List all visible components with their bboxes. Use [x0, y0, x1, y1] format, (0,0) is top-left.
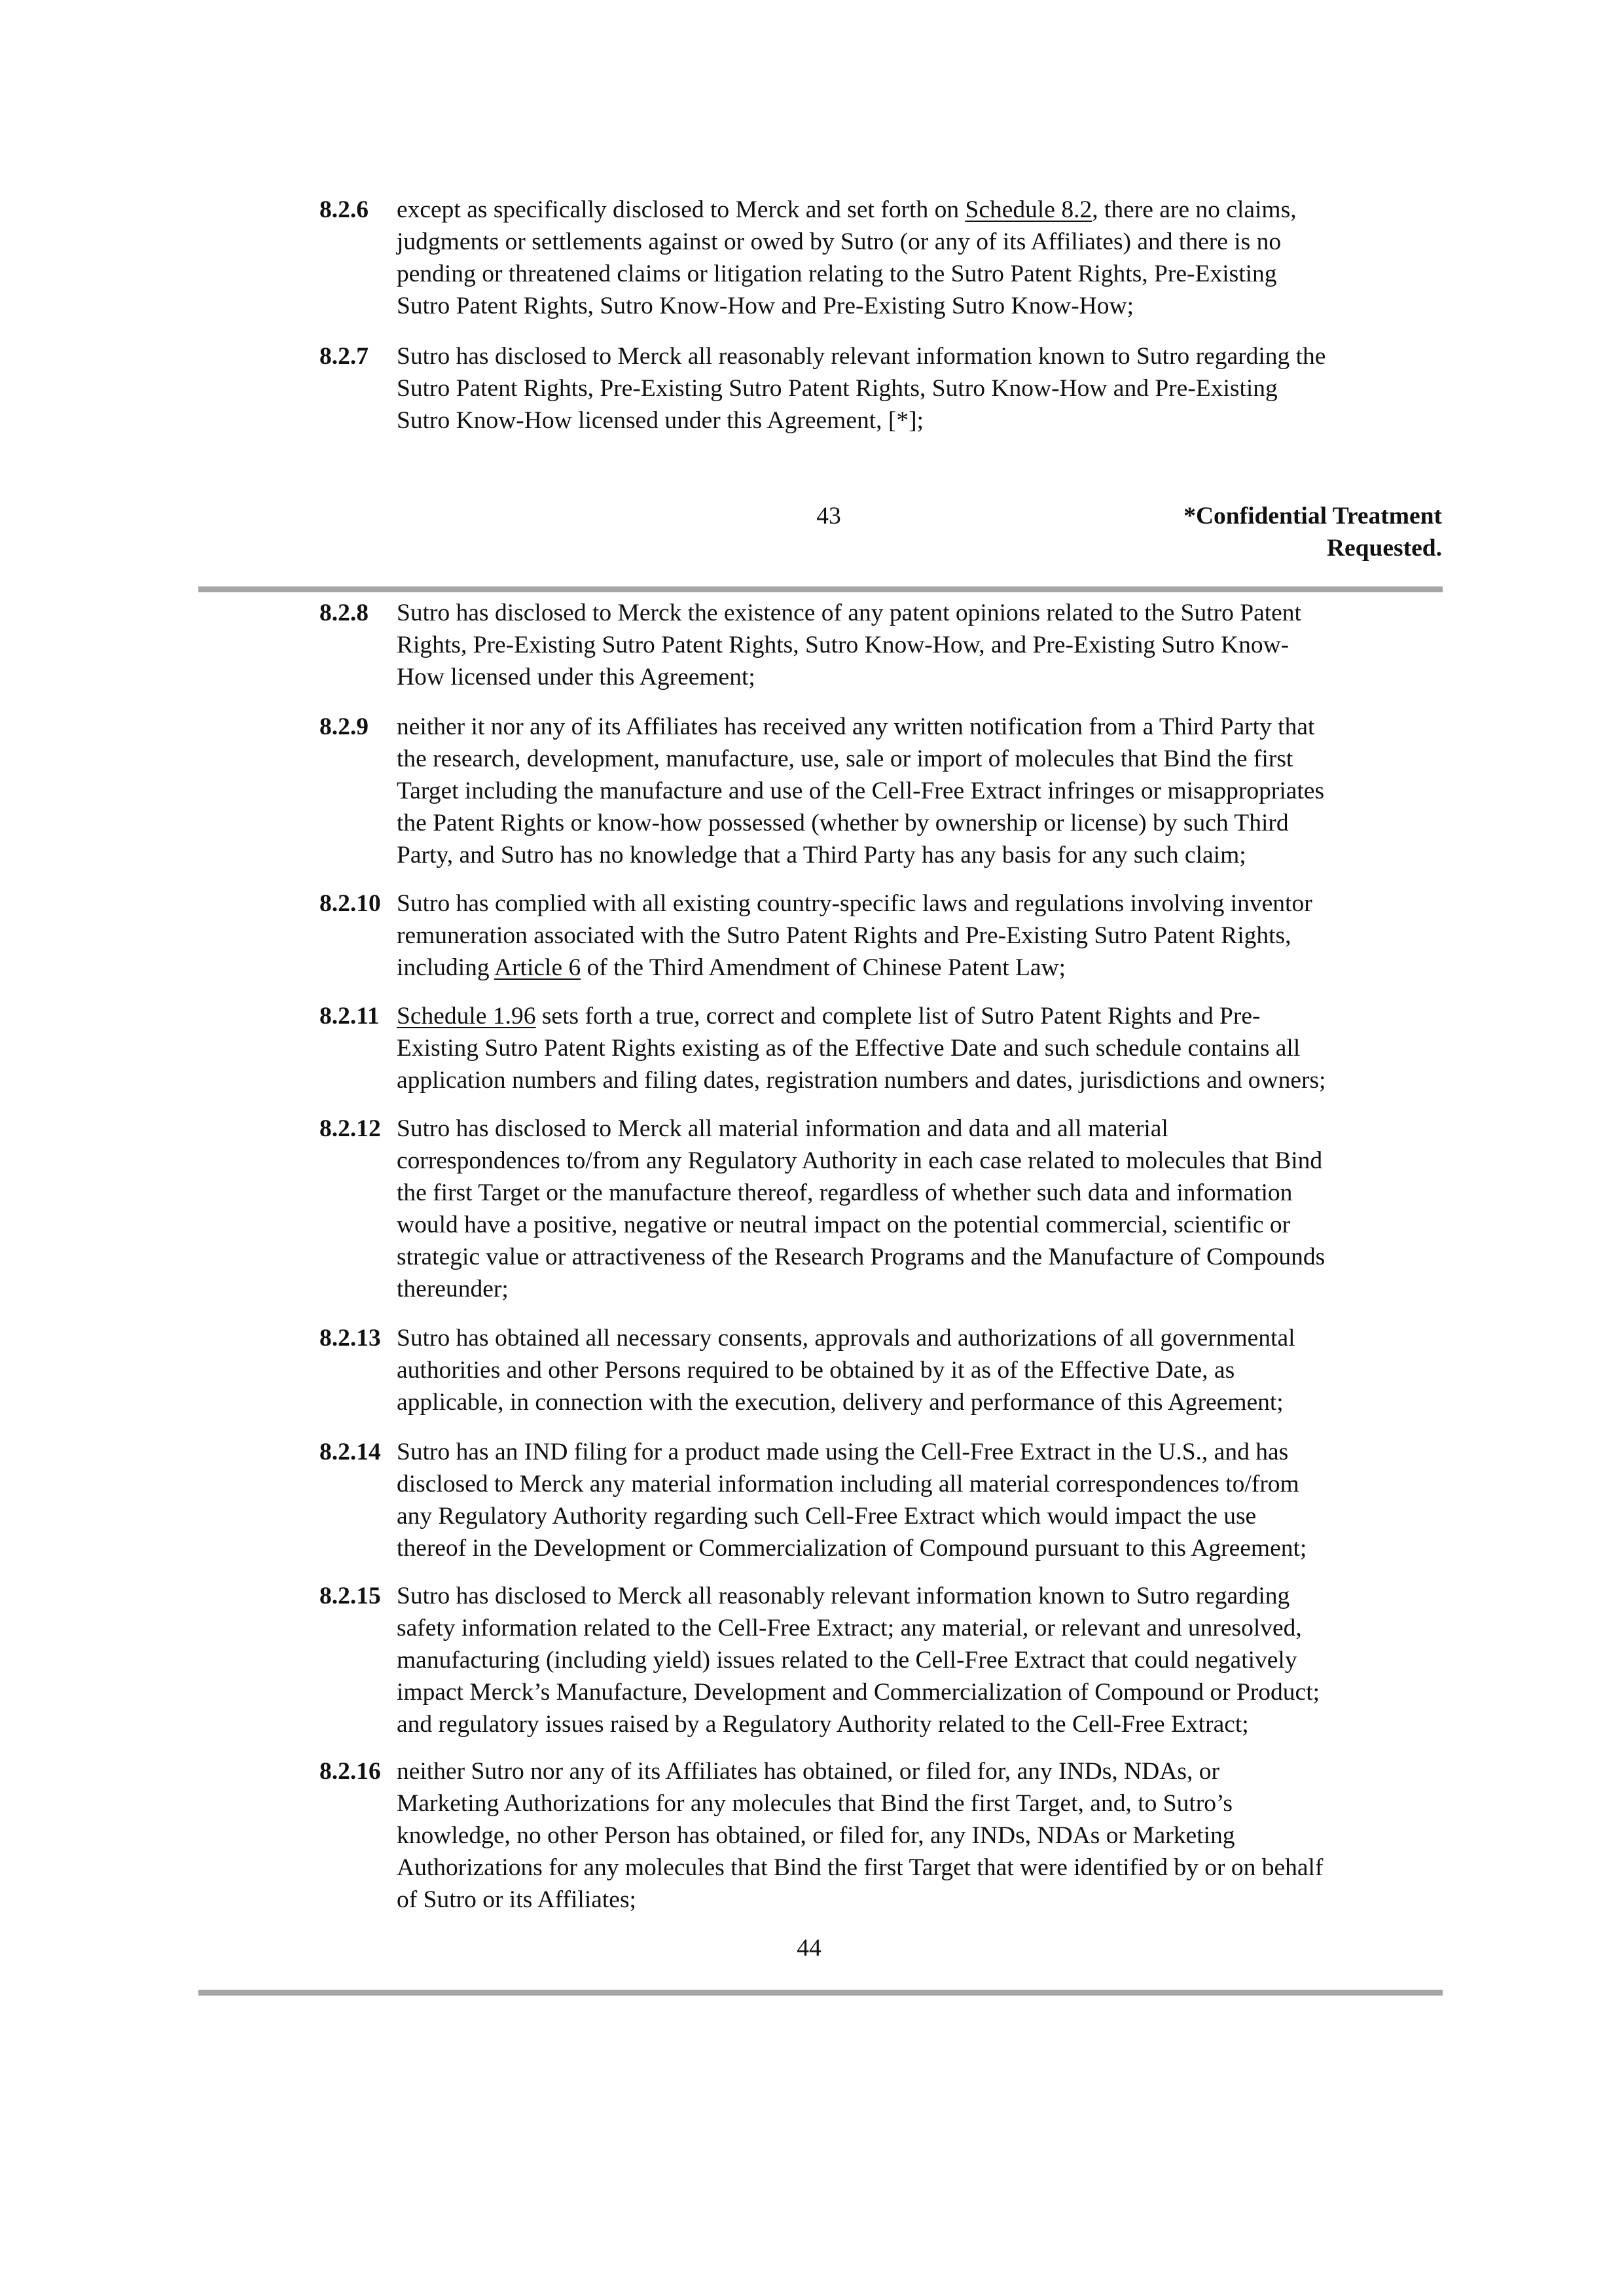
text-run: application numbers and filing dates, registration numbers and dates, jurisdictions and owners;: [397, 1067, 1326, 1094]
clause-text: [397, 340, 1445, 437]
clause-text: [397, 711, 1445, 871]
text-run: knowledge, no other Person has obtained, or filed for, any INDs, NDAs or Marketing: [397, 1822, 1235, 1849]
clause-number: 8.2.15: [319, 1583, 381, 1609]
text-run: the first Target or the manufacture thereof, regardless of whether such data and information: [397, 1179, 1293, 1206]
clause-number: 8.2.7: [319, 343, 369, 370]
text-line: [397, 1820, 1445, 1852]
text-run: Target including the manufacture and use of the Cell-Free Extract infringes or misappropriates: [397, 778, 1325, 804]
text-line: [397, 226, 1445, 258]
clause-number: 8.2.12: [319, 1115, 381, 1142]
text-run: Sutro has disclosed to Merck the existence of any patent opinions related to the Sutro Patent: [397, 600, 1301, 626]
text-run: impact Merck’s Manufacture, Development and Commercialization of Compound or Product;: [397, 1679, 1320, 1706]
text-run: neither it nor any of its Affiliates has received any written notification from a Third Party that: [397, 713, 1315, 740]
text-line: [397, 340, 1445, 372]
text-run: Sutro has disclosed to Merck all reasonably relevant information known to Sutro regarding the: [397, 343, 1326, 370]
clause-text: [397, 1580, 1445, 1740]
clause-text: [397, 1755, 1445, 1916]
page-break-divider: [198, 586, 1443, 592]
clause-8-2-16: [319, 1755, 1445, 1916]
text-line: [397, 372, 1445, 404]
text-line: [397, 1676, 1445, 1708]
text-run: Sutro has obtained all necessary consents, approvals and authorizations of all governmental: [397, 1325, 1295, 1352]
text-run: Sutro has complied with all existing country-specific laws and regulations involving inventor: [397, 890, 1312, 917]
clause-8-2-7: [319, 340, 1445, 437]
text-run: authorities and other Persons required to be obtained by it as of the Effective Date, as: [397, 1357, 1235, 1384]
text-run: , there are no claims,: [1092, 196, 1297, 223]
text-line: [397, 1500, 1445, 1532]
text-line: [397, 1145, 1445, 1177]
text-line: [397, 1708, 1445, 1740]
clause-text: [397, 194, 1445, 322]
text-run: sets forth a true, correct and complete list of Sutro Patent Rights and Pre-: [535, 1003, 1261, 1030]
text-run: Sutro Patent Rights, Pre-Existing Sutro Patent Rights, Sutro Know-How and Pre-Existing: [397, 375, 1278, 402]
page-number-43: 43: [816, 503, 841, 529]
clause-number: 8.2.10: [319, 890, 381, 917]
text-line: [397, 1000, 1445, 1032]
text-line: [397, 1532, 1445, 1564]
text-run: and regulatory issues raised by a Regulatory Authority related to the Cell-Free Extract;: [397, 1711, 1249, 1738]
text-line: [397, 1064, 1445, 1096]
text-line: [397, 1755, 1445, 1787]
text-run: Sutro has disclosed to Merck all reasonably relevant information known to Sutro regarding: [397, 1583, 1290, 1609]
text-run: Sutro has an IND filing for a product made using the Cell-Free Extract in the U.S., and has: [397, 1439, 1289, 1465]
text-line: [397, 194, 1445, 226]
confidential-treatment-notice: [1049, 500, 1442, 564]
text-line: [397, 1787, 1445, 1820]
clause-number: 8.2.14: [319, 1439, 381, 1465]
text-line: [397, 743, 1445, 775]
text-run: safety information related to the Cell-Free Extract; any material, or relevant and unresolved,: [397, 1615, 1302, 1641]
clause-8-2-13: [319, 1322, 1445, 1418]
page-bottom-divider: [198, 1990, 1443, 1996]
clause-8-2-10: [319, 888, 1445, 984]
text-run: strategic value or attractiveness of the Research Programs and the Manufacture of Compounds: [397, 1244, 1326, 1270]
text-line: [397, 404, 1445, 437]
text-line: [397, 1273, 1445, 1305]
clause-number: 8.2.16: [319, 1758, 381, 1785]
text-run: any Regulatory Authority regarding such Cell-Free Extract which would impact the use: [397, 1503, 1257, 1530]
text-line: [397, 1436, 1445, 1468]
text-line: [397, 258, 1445, 290]
text-line: [397, 1354, 1445, 1386]
text-line: [397, 952, 1445, 984]
text-line: [397, 775, 1445, 807]
text-line: [397, 290, 1445, 322]
text-run: correspondences to/from any Regulatory Authority in each case related to molecules that Bind: [397, 1147, 1323, 1174]
text-line: [397, 1612, 1445, 1644]
page-number-44: 44: [797, 1935, 821, 1962]
text-line: [397, 629, 1445, 661]
clause-8-2-6: [319, 194, 1445, 322]
clause-text: [397, 1113, 1445, 1305]
text-run: except as specifically disclosed to Merck and set forth on: [397, 196, 965, 223]
text-run: Marketing Authorizations for any molecules that Bind the first Target, and, to Sutro’s: [397, 1790, 1233, 1817]
text-run: pending or threatened claims or litigation relating to the Sutro Patent Rights, Pre-Existing: [397, 260, 1277, 287]
text-line: [397, 1644, 1445, 1676]
text-line: [397, 839, 1445, 871]
text-line: [397, 711, 1445, 743]
clause-8-2-11: [319, 1000, 1445, 1096]
text-line: [397, 1032, 1445, 1064]
clause-8-2-14: [319, 1436, 1445, 1564]
text-run: remuneration associated with the Sutro Patent Rights and Pre-Existing Sutro Patent Rights,: [397, 922, 1291, 949]
clause-number: 8.2.8: [319, 600, 369, 626]
text-line: [397, 807, 1445, 839]
clause-8-2-12: [319, 1113, 1445, 1305]
clause-number: 8.2.9: [319, 713, 369, 740]
clause-number: 8.2.13: [319, 1325, 381, 1352]
text-run: Authorizations for any molecules that Bind the first Target that were identified by or on behalf: [397, 1854, 1324, 1881]
text-run: Existing Sutro Patent Rights existing as of the Effective Date and such schedule contains all: [397, 1035, 1301, 1062]
text-run: of the Third Amendment of Chinese Patent Law;: [581, 954, 1066, 981]
text-line: [397, 888, 1445, 920]
text-run: thereunder;: [397, 1276, 509, 1302]
clause-text: [397, 888, 1445, 984]
cross-reference: Schedule 8.2: [965, 196, 1092, 223]
clause-8-2-9: [319, 711, 1445, 871]
clause-text: [397, 1000, 1445, 1096]
text-run: would have a positive, negative or neutral impact on the potential commercial, scientific or: [397, 1211, 1291, 1238]
text-line: [397, 1113, 1445, 1145]
text-run: Sutro Patent Rights, Sutro Know-How and Pre-Existing Sutro Know-How;: [397, 293, 1134, 319]
text-run: the research, development, manufacture, use, sale or import of molecules that Bind the first: [397, 745, 1293, 772]
clause-text: [397, 1322, 1445, 1418]
text-line: [397, 1209, 1445, 1241]
text-run: of Sutro or its Affiliates;: [397, 1886, 636, 1913]
text-line: [397, 661, 1445, 693]
text-line: [397, 1386, 1445, 1418]
cross-reference: Article 6: [494, 954, 581, 981]
text-run: Rights, Pre-Existing Sutro Patent Rights, Sutro Know-How, and Pre-Existing Sutro Know-: [397, 632, 1290, 658]
clause-8-2-15: [319, 1580, 1445, 1740]
text-run: the Patent Rights or know-how possessed (whether by ownership or license) by such Third: [397, 810, 1289, 836]
clause-text: [397, 597, 1445, 693]
text-run: disclosed to Merck any material information including all material correspondences to/from: [397, 1471, 1299, 1498]
text-run: Party, and Sutro has no knowledge that a Third Party has any basis for any such claim;: [397, 842, 1246, 869]
text-run: applicable, in connection with the execution, delivery and performance of this Agreement;: [397, 1389, 1284, 1416]
text-line: [397, 1468, 1445, 1500]
text-run: Sutro has disclosed to Merck all material information and data and all material: [397, 1115, 1168, 1142]
text-line: [397, 920, 1445, 952]
text-run: neither Sutro nor any of its Affiliates has obtained, or filed for, any INDs, NDAs, or: [397, 1758, 1219, 1785]
clause-text: [397, 1436, 1445, 1564]
text-run: How licensed under this Agreement;: [397, 664, 755, 691]
clause-number: 8.2.11: [319, 1003, 380, 1030]
cross-reference: Schedule 1.96: [397, 1003, 536, 1030]
clause-8-2-8: [319, 597, 1445, 693]
text-run: manufacturing (including yield) issues related to the Cell-Free Extract that could negatively: [397, 1647, 1297, 1674]
confidential-line-1: *Confidential Treatment: [1183, 503, 1442, 529]
text-line: [397, 1177, 1445, 1209]
text-line: [397, 1241, 1445, 1273]
text-line: [397, 1580, 1445, 1612]
clause-number: 8.2.6: [319, 196, 369, 223]
confidential-line-2: Requested.: [1326, 535, 1442, 562]
text-run: Sutro Know-How licensed under this Agreement, [*];: [397, 407, 924, 434]
text-line: [397, 1884, 1445, 1916]
text-run: thereof in the Development or Commercialization of Compound pursuant to this Agreement;: [397, 1535, 1307, 1562]
text-run: including: [397, 954, 494, 981]
text-line: [397, 1852, 1445, 1884]
text-line: [397, 1322, 1445, 1354]
text-line: [397, 597, 1445, 629]
text-run: judgments or settlements against or owed by Sutro (or any of its Affiliates) and there is no: [397, 228, 1282, 255]
